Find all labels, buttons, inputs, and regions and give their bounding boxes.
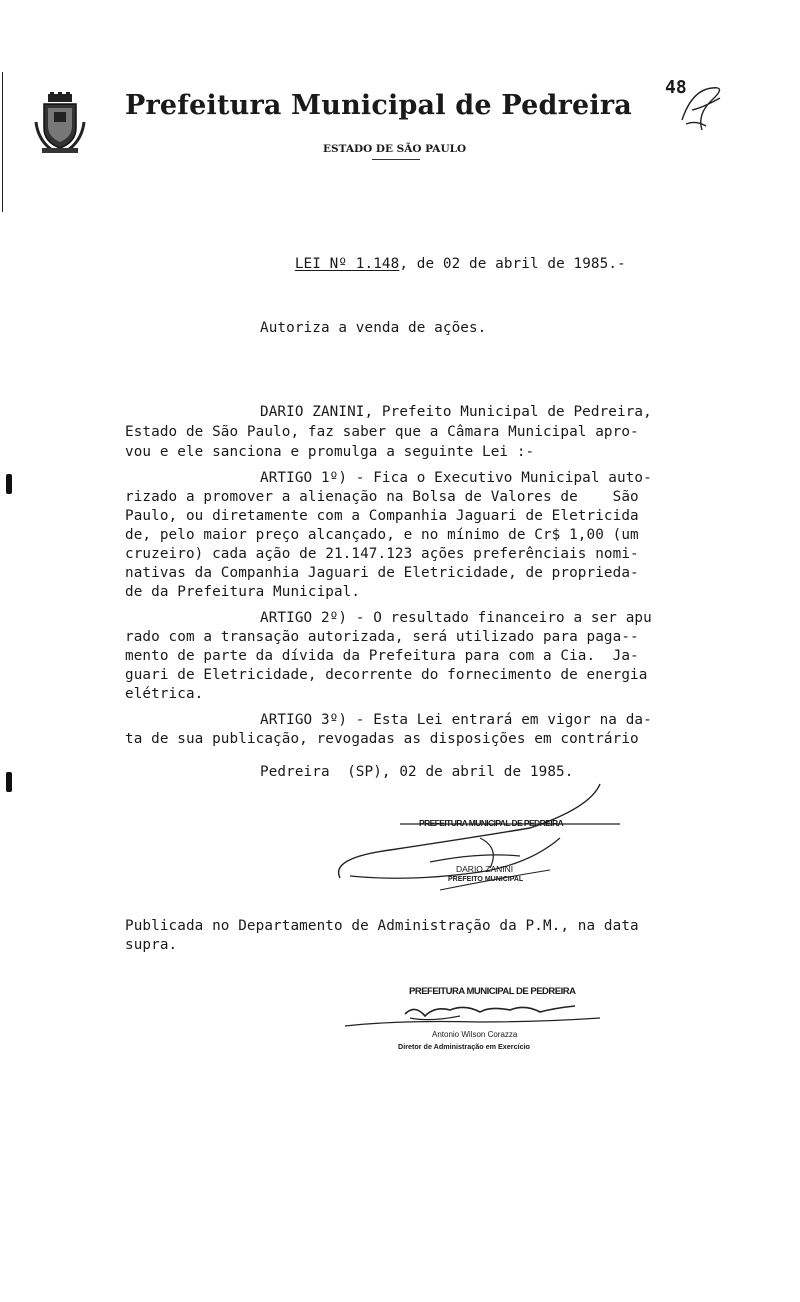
publication-line: supra. (125, 937, 178, 953)
body-line: vou e ele sanciona e promulga a seguinte Lei :- (125, 444, 535, 460)
body-line: ta de sua publicação, revogadas as disposições em contrário (125, 731, 639, 747)
body-line: ARTIGO 2º) - O resultado financeiro a ser apu (260, 610, 652, 626)
punch-hole-mark (6, 474, 12, 494)
punch-hole-mark (6, 772, 12, 792)
body-line: ARTIGO 3º) - Esta Lei entrará em vigor na da- (260, 712, 652, 728)
state-subtitle: ESTADO DE SÃO PAULO (323, 143, 467, 155)
law-date: , de 02 de abril de 1985.- (399, 256, 626, 272)
municipality-title: Prefeitura Municipal de Pedreira (125, 90, 632, 121)
body-line: guari de Eletricidade, decorrente do fornecimento de energia (125, 667, 648, 683)
law-title (260, 240, 626, 288)
body-line: DARIO ZANINI, Prefeito Municipal de Pedreira, (260, 404, 652, 420)
body-line: nativas da Companhia Jaguari de Eletricidade, de proprieda- (125, 565, 639, 581)
body-line: cruzeiro) cada ação de 21.147.123 ações preferênciais nomi- (125, 546, 639, 562)
body-line: de da Prefeitura Municipal. (125, 584, 361, 600)
publication-line: Publicada no Departamento de Administração da P.M., na data (125, 918, 639, 934)
page-number-scribble (672, 80, 732, 140)
signer-name-2: Antonio Wilson Corazza (432, 1030, 518, 1039)
stamp-top-1: PREFEITURA MUNICIPAL DE PEDREIRA (419, 818, 564, 828)
subtitle-underline (372, 159, 420, 160)
body-line: mento de parte da dívida da Prefeitura para com a Cia. Ja- (125, 648, 639, 664)
law-summary: Autoriza a venda de ações. (260, 320, 487, 336)
signer-name-1: DARIO ZANINI (456, 864, 514, 874)
body-line: ARTIGO 1º) - Fica o Executivo Municipal auto- (260, 470, 652, 486)
body-line: Paulo, ou diretamente com a Companhia Jaguari de Eletricida (125, 508, 639, 524)
body-line: elétrica. (125, 686, 204, 702)
signer-role-2: Diretor de Administração em Exercício (398, 1042, 530, 1051)
page-number: 48 (665, 77, 687, 98)
body-line: rado com a transação autorizada, será utilizado para paga-- (125, 629, 639, 645)
place-date: Pedreira (SP), 02 de abril de 1985. (260, 764, 574, 780)
scan-edge-line (2, 72, 3, 212)
body-line: de, pelo maior preço alcançado, e no mínimo de Cr$ 1,00 (um (125, 527, 639, 543)
coat-of-arms-logo (34, 92, 86, 154)
signer-role-1: PREFEITO MUNICIPAL (448, 876, 524, 883)
body-line: rizado a promover a alienação na Bolsa de Valores de São (125, 489, 639, 505)
stamp-top-2: PREFEITURA MUNICIPAL DE PEDREIRA (409, 986, 576, 997)
law-number: LEI Nº 1.148 (294, 256, 400, 272)
body-line: Estado de São Paulo, faz saber que a Câmara Municipal apro- (125, 424, 639, 440)
